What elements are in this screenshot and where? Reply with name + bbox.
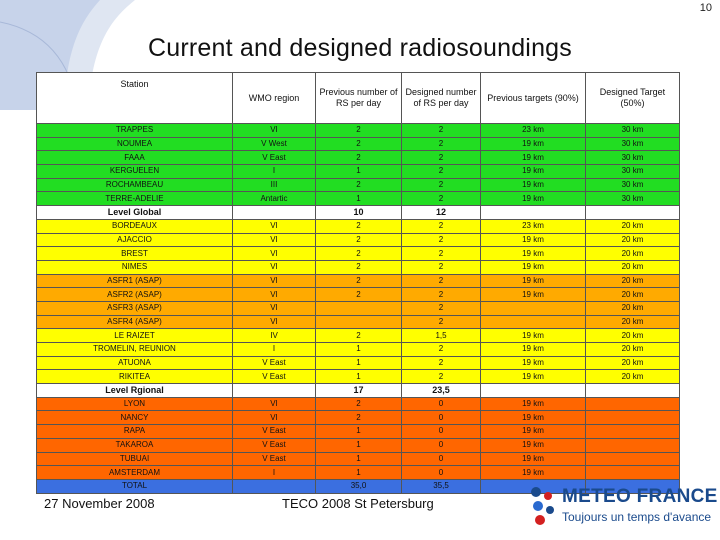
- table-row: [37, 192, 680, 206]
- cell-wmo-region: VI: [233, 411, 316, 425]
- logo-tagline: Toujours un temps d'avance: [562, 510, 712, 524]
- cell-designed-target: 20 km: [586, 315, 680, 329]
- cell-previous-rs: 2: [316, 137, 402, 151]
- cell-designed-target: [586, 411, 680, 425]
- page-number: 10: [699, 2, 712, 14]
- cell-previous-target: 19 km: [481, 178, 586, 192]
- cell-designed-target: 20 km: [586, 329, 680, 343]
- level-row: [37, 206, 680, 220]
- cell-previous-target: 19 km: [481, 397, 586, 411]
- cell-designed-target: 20 km: [586, 288, 680, 302]
- cell-previous-target: 19 km: [481, 288, 586, 302]
- cell-previous-rs: 2: [316, 219, 402, 233]
- cell-designed-target: [586, 425, 680, 439]
- cell-designed-target: 20 km: [586, 260, 680, 274]
- cell-designed-rs: 2: [402, 274, 481, 288]
- table-row: [37, 315, 680, 329]
- cell-previous-target: [481, 315, 586, 329]
- table-row: [37, 274, 680, 288]
- header-previous-targets: Previous targets (90%): [481, 73, 586, 124]
- cell-designed-rs: 2: [402, 233, 481, 247]
- cell-station: ASFR4 (ASAP): [37, 315, 233, 329]
- cell-previous-rs: [316, 315, 402, 329]
- radiosounding-table: [36, 72, 680, 494]
- table-row: [37, 247, 680, 261]
- cell-designed-rs: 2: [402, 137, 481, 151]
- cell-designed-rs: 0: [402, 397, 481, 411]
- cell-designed-target: [586, 452, 680, 466]
- cell-previous-rs: 1: [316, 425, 402, 439]
- cell-designed-target: 20 km: [586, 219, 680, 233]
- table-row: [37, 219, 680, 233]
- cell-wmo-region: V East: [233, 370, 316, 384]
- cell-station: AJACCIO: [37, 233, 233, 247]
- cell-station: ASFR3 (ASAP): [37, 301, 233, 315]
- cell-station: KERGUELEN: [37, 165, 233, 179]
- cell-station: NANCY: [37, 411, 233, 425]
- cell-previous-rs: 2: [316, 178, 402, 192]
- cell-designed-target: 30 km: [586, 124, 680, 138]
- table-row: [37, 452, 680, 466]
- page-title: Current and designed radiosoundings: [148, 34, 572, 62]
- cell-designed-target: 30 km: [586, 151, 680, 165]
- cell-station: BREST: [37, 247, 233, 261]
- cell-designed-rs: 0: [402, 411, 481, 425]
- cell-previous-rs: 2: [316, 397, 402, 411]
- cell-designed-target: 30 km: [586, 137, 680, 151]
- cell-designed-rs: 2: [402, 356, 481, 370]
- cell-previous-target: 19 km: [481, 260, 586, 274]
- cell-designed-rs: 2: [402, 288, 481, 302]
- cell-wmo-region: VI: [233, 247, 316, 261]
- cell-previous-rs: 2: [316, 233, 402, 247]
- table-row: [37, 329, 680, 343]
- cell-wmo-region: I: [233, 165, 316, 179]
- cell-previous-rs: 2: [316, 260, 402, 274]
- cell-station: BORDEAUX: [37, 219, 233, 233]
- cell-designed-rs: 2: [402, 165, 481, 179]
- cell-previous-target: 19 km: [481, 274, 586, 288]
- table-row: [37, 343, 680, 357]
- cell-station: ATUONA: [37, 356, 233, 370]
- cell-previous-target: 19 km: [481, 192, 586, 206]
- cell-wmo-region: V East: [233, 151, 316, 165]
- cell-previous-rs: 1: [316, 343, 402, 357]
- cell-previous-rs: 2: [316, 411, 402, 425]
- footer-date: 27 November 2008: [44, 496, 155, 511]
- cell-wmo-region: VI: [233, 397, 316, 411]
- cell-station: AMSTERDAM: [37, 466, 233, 480]
- cell-designed-rs: 2: [402, 343, 481, 357]
- cell-previous-target: [481, 206, 586, 220]
- table-row: [37, 124, 680, 138]
- cell-previous-target: 23 km: [481, 219, 586, 233]
- cell-designed-target: [586, 384, 680, 398]
- cell-previous-target: 19 km: [481, 233, 586, 247]
- cell-designed-target: [586, 438, 680, 452]
- table-row: [37, 356, 680, 370]
- cell-station: TUBUAI: [37, 452, 233, 466]
- cell-previous-rs: 1: [316, 192, 402, 206]
- table-row: [37, 233, 680, 247]
- cell-previous-rs: 17: [316, 384, 402, 398]
- cell-station: LYON: [37, 397, 233, 411]
- cell-previous-rs: [316, 301, 402, 315]
- logo-name: METEO FRANCE: [562, 486, 718, 507]
- cell-station: TOTAL: [37, 479, 233, 493]
- cell-designed-target: 20 km: [586, 356, 680, 370]
- cell-wmo-region: VI: [233, 288, 316, 302]
- cell-wmo-region: I: [233, 343, 316, 357]
- footer-conference: TECO 2008 St Petersburg: [282, 496, 434, 511]
- cell-wmo-region: V East: [233, 438, 316, 452]
- cell-designed-rs: 2: [402, 124, 481, 138]
- cell-previous-target: 19 km: [481, 411, 586, 425]
- cell-wmo-region: VI: [233, 260, 316, 274]
- table-row: [37, 137, 680, 151]
- cell-designed-rs: 0: [402, 425, 481, 439]
- table-row: [37, 438, 680, 452]
- cell-designed-rs: 2: [402, 219, 481, 233]
- cell-wmo-region: IV: [233, 329, 316, 343]
- logo-mark-icon: [528, 484, 558, 530]
- cell-station: NOUMEA: [37, 137, 233, 151]
- cell-previous-rs: 2: [316, 329, 402, 343]
- cell-station: ROCHAMBEAU: [37, 178, 233, 192]
- cell-wmo-region: VI: [233, 274, 316, 288]
- table-header-row: [37, 73, 680, 124]
- cell-previous-target: 19 km: [481, 329, 586, 343]
- cell-previous-target: 19 km: [481, 425, 586, 439]
- cell-previous-rs: 2: [316, 247, 402, 261]
- cell-previous-rs: 35,0: [316, 479, 402, 493]
- cell-previous-target: 19 km: [481, 151, 586, 165]
- table-row: [37, 301, 680, 315]
- cell-previous-rs: 2: [316, 288, 402, 302]
- cell-designed-target: 20 km: [586, 301, 680, 315]
- cell-designed-rs: 0: [402, 452, 481, 466]
- cell-wmo-region: V East: [233, 425, 316, 439]
- table-row: [37, 411, 680, 425]
- cell-previous-target: 19 km: [481, 370, 586, 384]
- cell-wmo-region: VI: [233, 301, 316, 315]
- table-row: [37, 370, 680, 384]
- cell-designed-target: 30 km: [586, 192, 680, 206]
- header-previous-rs: Previous number of RS per day: [316, 73, 402, 124]
- table-row: [37, 151, 680, 165]
- cell-wmo-region: V West: [233, 137, 316, 151]
- cell-designed-target: [586, 206, 680, 220]
- cell-designed-target: 20 km: [586, 274, 680, 288]
- cell-designed-rs: 12: [402, 206, 481, 220]
- cell-previous-rs: 1: [316, 452, 402, 466]
- header-station: Station: [37, 73, 233, 124]
- cell-previous-rs: 2: [316, 274, 402, 288]
- cell-designed-rs: 2: [402, 260, 481, 274]
- cell-previous-rs: 1: [316, 466, 402, 480]
- table-row: [37, 466, 680, 480]
- cell-station: RIKITEA: [37, 370, 233, 384]
- meteo-france-logo: [528, 480, 718, 536]
- cell-designed-target: [586, 397, 680, 411]
- cell-designed-rs: 2: [402, 370, 481, 384]
- cell-wmo-region: [233, 384, 316, 398]
- cell-wmo-region: VI: [233, 315, 316, 329]
- cell-previous-target: 19 km: [481, 247, 586, 261]
- cell-wmo-region: VI: [233, 219, 316, 233]
- cell-station: TAKAROA: [37, 438, 233, 452]
- cell-previous-target: 19 km: [481, 343, 586, 357]
- cell-previous-rs: 1: [316, 356, 402, 370]
- cell-designed-rs: 1,5: [402, 329, 481, 343]
- cell-previous-target: 19 km: [481, 137, 586, 151]
- cell-wmo-region: VI: [233, 124, 316, 138]
- cell-wmo-region: III: [233, 178, 316, 192]
- cell-previous-target: 19 km: [481, 165, 586, 179]
- cell-station: ASFR1 (ASAP): [37, 274, 233, 288]
- cell-designed-target: 20 km: [586, 247, 680, 261]
- table-row: [37, 425, 680, 439]
- cell-previous-rs: 1: [316, 438, 402, 452]
- cell-station: TRAPPES: [37, 124, 233, 138]
- level-row: [37, 384, 680, 398]
- cell-designed-rs: 35,5: [402, 479, 481, 493]
- cell-previous-rs: 2: [316, 151, 402, 165]
- cell-designed-rs: 2: [402, 192, 481, 206]
- cell-designed-target: 20 km: [586, 370, 680, 384]
- cell-designed-target: 20 km: [586, 343, 680, 357]
- cell-station: NIMES: [37, 260, 233, 274]
- cell-station: LE RAIZET: [37, 329, 233, 343]
- header-designed-rs: Designed number of RS per day: [402, 73, 481, 124]
- cell-designed-rs: 2: [402, 151, 481, 165]
- table-row: [37, 165, 680, 179]
- cell-station: FAAA: [37, 151, 233, 165]
- table-row: [37, 260, 680, 274]
- table-row: [37, 288, 680, 302]
- header-wmo-region: WMO region: [233, 73, 316, 124]
- cell-previous-rs: 10: [316, 206, 402, 220]
- cell-station: Level Rgional: [37, 384, 233, 398]
- cell-station: TROMELIN, REUNION: [37, 343, 233, 357]
- cell-wmo-region: VI: [233, 233, 316, 247]
- cell-previous-target: 23 km: [481, 124, 586, 138]
- cell-wmo-region: Antartic: [233, 192, 316, 206]
- cell-designed-rs: 2: [402, 178, 481, 192]
- cell-wmo-region: V East: [233, 356, 316, 370]
- cell-designed-rs: 23,5: [402, 384, 481, 398]
- cell-designed-target: 30 km: [586, 165, 680, 179]
- cell-previous-rs: 1: [316, 370, 402, 384]
- cell-designed-rs: 2: [402, 247, 481, 261]
- cell-wmo-region: I: [233, 466, 316, 480]
- table-row: [37, 397, 680, 411]
- cell-wmo-region: [233, 479, 316, 493]
- table-row: [37, 178, 680, 192]
- cell-designed-rs: 0: [402, 438, 481, 452]
- cell-designed-rs: 0: [402, 466, 481, 480]
- cell-previous-target: 19 km: [481, 356, 586, 370]
- cell-previous-target: [481, 384, 586, 398]
- cell-station: ASFR2 (ASAP): [37, 288, 233, 302]
- cell-designed-target: 20 km: [586, 233, 680, 247]
- cell-designed-target: [586, 466, 680, 480]
- cell-previous-target: 19 km: [481, 438, 586, 452]
- cell-previous-target: [481, 301, 586, 315]
- cell-station: Level Global: [37, 206, 233, 220]
- cell-station: TERRE-ADELIE: [37, 192, 233, 206]
- table-body: [37, 124, 680, 494]
- cell-designed-rs: 2: [402, 315, 481, 329]
- cell-designed-rs: 2: [402, 301, 481, 315]
- cell-previous-rs: 1: [316, 165, 402, 179]
- cell-designed-target: 30 km: [586, 178, 680, 192]
- cell-wmo-region: V East: [233, 452, 316, 466]
- cell-wmo-region: [233, 206, 316, 220]
- cell-station: RAPA: [37, 425, 233, 439]
- cell-previous-rs: 2: [316, 124, 402, 138]
- cell-previous-target: 19 km: [481, 466, 586, 480]
- cell-previous-target: 19 km: [481, 452, 586, 466]
- header-designed-target: Designed Target (50%): [586, 73, 680, 124]
